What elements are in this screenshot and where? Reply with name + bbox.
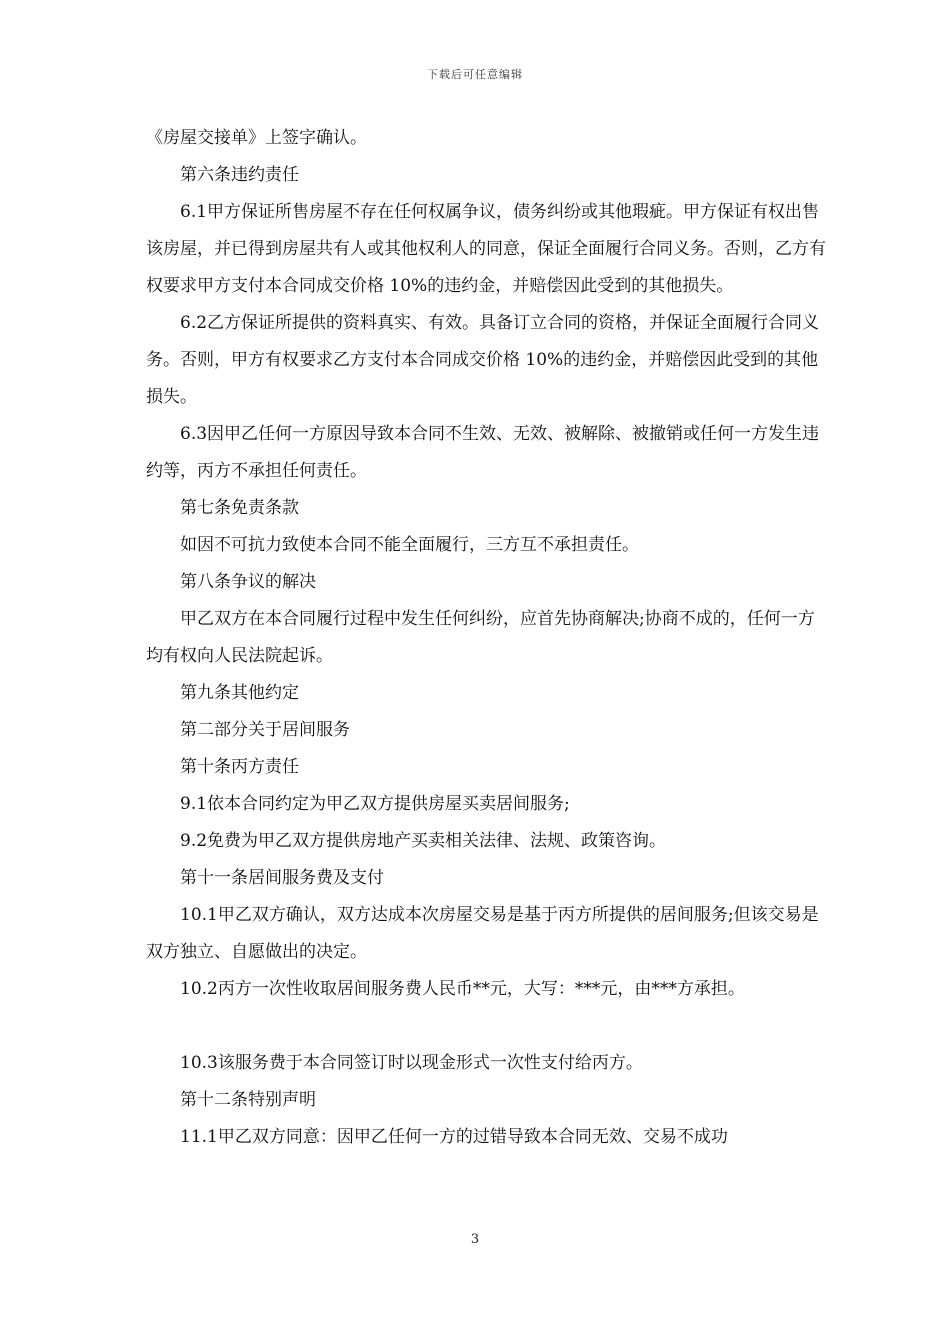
clause-9-1: 9.1依本合同约定为甲乙双方提供房屋买卖居间服务; bbox=[180, 794, 570, 814]
page-number: 3 bbox=[470, 1232, 480, 1247]
part-two-heading: 第二部分关于居间服务 bbox=[180, 720, 350, 740]
section-heading-10: 第十条丙方责任 bbox=[180, 757, 299, 777]
blank-line bbox=[146, 1008, 826, 1045]
clause-11-1: 11.1甲乙双方同意：因甲乙任何一方的过错导致本合同无效、交易不成功 bbox=[180, 1127, 728, 1147]
clause-10-1: 10.1甲乙双方确认，双方达成本次房屋交易是基于丙方所提供的居间服务;但该交易是双方独立、自愿做出的决定。 bbox=[146, 905, 819, 962]
clause-8-text: 甲乙双方在本合同履行过程中发生任何纠纷，应首先协商解决;协商不成的，任何一方均有权向人民法院起诉。 bbox=[146, 609, 815, 666]
clause-7-text: 如因不可抗力致使本合同不能全面履行，三方互不承担责任。 bbox=[180, 535, 639, 555]
section-heading-8: 第八条争议的解决 bbox=[180, 572, 316, 592]
paragraph-intro: 《房屋交接单》上签字确认。 bbox=[146, 128, 367, 148]
clause-6-1: 6.1甲方保证所售房屋不存在任何权属争议，债务纠纷或其他瑕疵。甲方保证有权出售该房屋，并已得到房屋共有人或其他权利人的同意，保证全面履行合同义务。否则，乙方有权要求甲方支付本合同成交价格 10%的违约金，并赔偿因此受到的其他损失。 bbox=[146, 202, 826, 296]
section-heading-12: 第十二条特别声明 bbox=[180, 1090, 316, 1110]
page-header: 下载后可任意编辑 bbox=[427, 68, 523, 81]
clause-9-2: 9.2免费为甲乙双方提供房地产买卖相关法律、法规、政策咨询。 bbox=[180, 831, 667, 851]
section-heading-9: 第九条其他约定 bbox=[180, 683, 299, 703]
document-body bbox=[146, 120, 826, 1156]
clause-6-3: 6.3因甲乙任何一方原因导致本合同不生效、无效、被解除、被撤销或任何一方发生违约等，丙方不承担任何责任。 bbox=[146, 424, 820, 481]
clause-10-2: 10.2丙方一次性收取居间服务费人民币**元，大写：***元，由***方承担。 bbox=[180, 979, 745, 999]
clause-6-2: 6.2乙方保证所提供的资料真实、有效。具备订立合同的资格，并保证全面履行合同义务。否则，甲方有权要求乙方支付本合同成交价格 10%的违约金，并赔偿因此受到的其他损失。 bbox=[146, 313, 820, 407]
section-heading-11: 第十一条居间服务费及支付 bbox=[180, 868, 384, 888]
clause-10-3: 10.3该服务费于本合同签订时以现金形式一次性支付给丙方。 bbox=[180, 1053, 643, 1073]
section-heading-7: 第七条免责条款 bbox=[180, 498, 299, 518]
section-heading-6: 第六条违约责任 bbox=[180, 165, 299, 185]
